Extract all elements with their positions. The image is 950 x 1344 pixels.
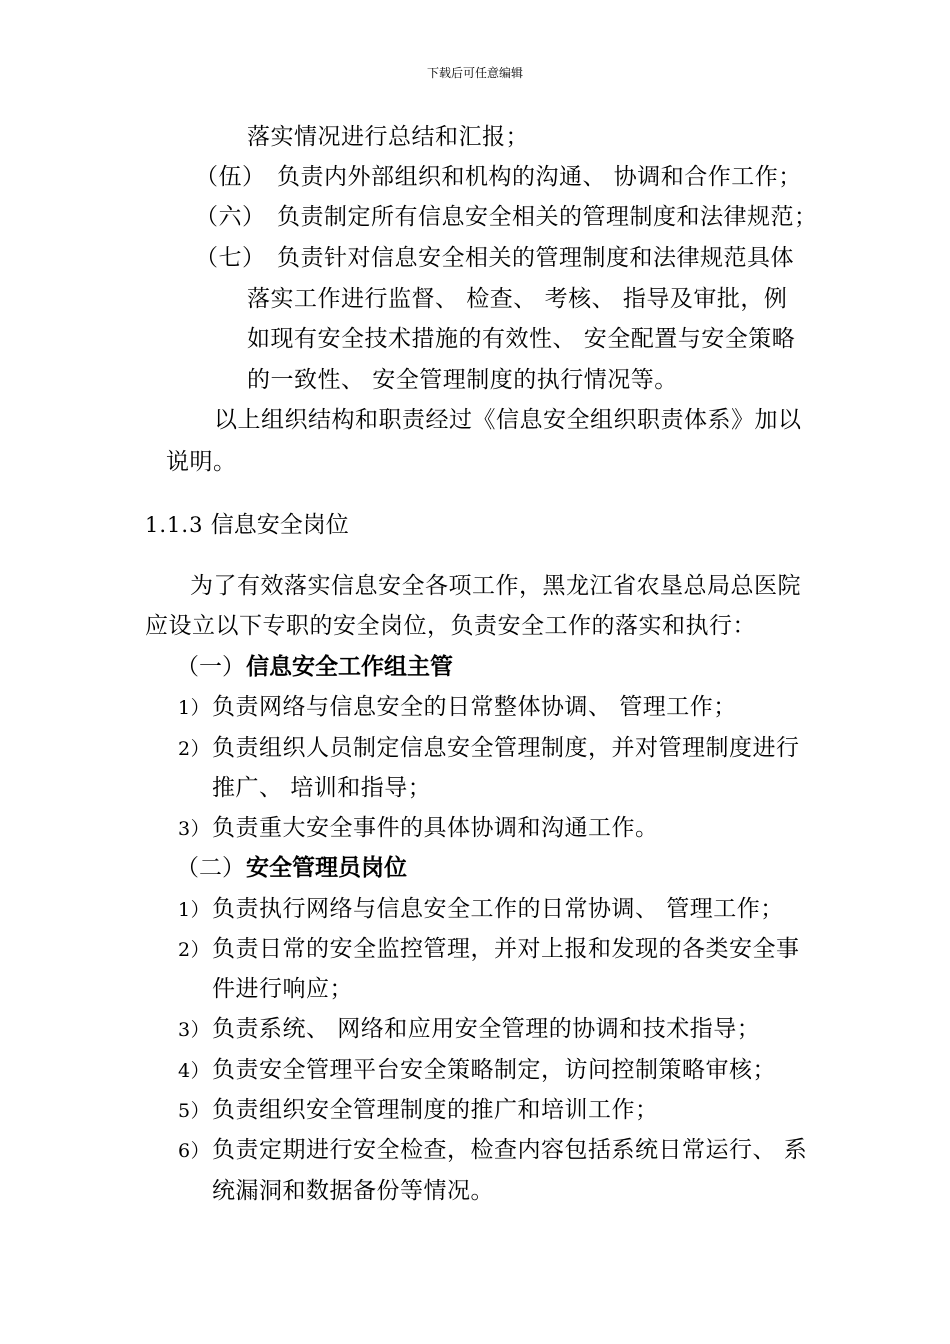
role-duty-item bbox=[178, 1095, 659, 1126]
duty-number: 2） bbox=[178, 738, 211, 760]
duty-number: 5） bbox=[178, 1100, 211, 1122]
role-duty-item bbox=[178, 733, 800, 764]
section-number: 1.1.3 bbox=[145, 513, 204, 537]
duty-number: 4） bbox=[178, 1060, 211, 1082]
role-heading-security-admin bbox=[176, 853, 407, 883]
duty-item-text: 负责制定所有信息安全相关的管理制度和法律规范； bbox=[277, 204, 818, 230]
duty-text: 负责重大安全事件的具体协调和沟通工作。 bbox=[212, 815, 659, 841]
role-duty-item bbox=[178, 974, 353, 1004]
duty-text: 负责定期进行安全检查，检查内容包括系统日常运行、 系 bbox=[212, 1137, 808, 1163]
duty-text: 负责执行网络与信息安全工作的日常协调、 管理工作； bbox=[212, 896, 784, 922]
role-duty-item bbox=[178, 773, 431, 803]
duty-item-marker: （七） bbox=[195, 245, 266, 271]
duty-item-7-continuation: 如现有安全技术措施的有效性、 安全配置与安全策略 bbox=[247, 326, 796, 352]
duty-item-marker: （六） bbox=[195, 204, 266, 230]
duty-text: 负责安全管理平台安全策略制定，访问控制策略审核； bbox=[212, 1057, 776, 1083]
duty-item-text: 负责内外部组织和机构的沟通、 协调和合作工作； bbox=[277, 164, 802, 190]
duty-item-7 bbox=[195, 243, 794, 273]
duty-text: 负责系统、 网络和应用安全管理的协调和技术指导； bbox=[212, 1016, 761, 1042]
intro-paragraph-line: 为了有效落实信息安全各项工作，黑龙江省农垦总局总医院 bbox=[190, 573, 801, 599]
role-duty-item bbox=[178, 934, 800, 965]
duty-number: 3） bbox=[178, 818, 211, 840]
duty-number: 1） bbox=[178, 697, 211, 719]
duty-text: 件进行响应； bbox=[212, 976, 353, 1002]
role-duty-item bbox=[178, 1176, 494, 1206]
duty-text: 统漏洞和数据备份等情况。 bbox=[212, 1178, 494, 1204]
duty-number: 3） bbox=[178, 1019, 211, 1041]
duty-number: 1） bbox=[178, 899, 211, 921]
duty-number: 2） bbox=[178, 939, 211, 961]
duty-item-6 bbox=[195, 202, 818, 232]
role-heading-title: 安全管理员岗位 bbox=[246, 855, 407, 881]
summary-paragraph-line: 以上组织结构和职责经过《信息安全组织职责体系》加以 bbox=[214, 407, 802, 433]
role-duty-item bbox=[178, 1014, 760, 1045]
duty-item-text: 负责针对信息安全相关的管理制度和法律规范具体 bbox=[277, 245, 794, 271]
duty-text: 推广、 培训和指导； bbox=[212, 775, 432, 801]
role-duty-item bbox=[178, 1055, 776, 1086]
duty-item-5 bbox=[195, 162, 802, 192]
role-duty-item bbox=[178, 894, 784, 925]
role-duty-item bbox=[178, 1135, 807, 1166]
role-duty-item bbox=[178, 692, 737, 723]
section-title: 信息安全岗位 bbox=[210, 512, 349, 538]
duty-text: 负责组织人员制定信息安全管理制度，并对管理制度进行 bbox=[212, 735, 800, 761]
role-heading-supervisor bbox=[176, 652, 453, 682]
role-heading-title: 信息安全工作组主管 bbox=[246, 654, 453, 680]
role-heading-marker: （一） bbox=[176, 654, 245, 680]
duty-text: 负责日常的安全监控管理，并对上报和发现的各类安全事 bbox=[212, 936, 800, 962]
duty-item-7-continuation: 的一致性、 安全管理制度的执行情况等。 bbox=[247, 367, 678, 393]
duty-text: 负责组织安全管理制度的推广和培训工作； bbox=[212, 1097, 659, 1123]
intro-paragraph-line: 应设立以下专职的安全岗位，负责安全工作的落实和执行： bbox=[145, 613, 756, 639]
duty-item-marker: （伍） bbox=[195, 164, 266, 190]
role-duty-item bbox=[178, 813, 659, 844]
section-heading bbox=[145, 510, 349, 540]
summary-paragraph-line: 说明。 bbox=[166, 449, 237, 475]
duty-item-7-continuation: 落实工作进行监督、 检查、 考核、 指导及审批，例 bbox=[247, 286, 788, 312]
duty-number: 6） bbox=[178, 1140, 211, 1162]
header-note: 下载后可任意编辑 bbox=[426, 66, 523, 80]
duty-continuation-line: 落实情况进行总结和汇报； bbox=[247, 124, 529, 150]
role-heading-marker: （二） bbox=[176, 855, 245, 881]
duty-text: 负责网络与信息安全的日常整体协调、 管理工作； bbox=[212, 694, 737, 720]
